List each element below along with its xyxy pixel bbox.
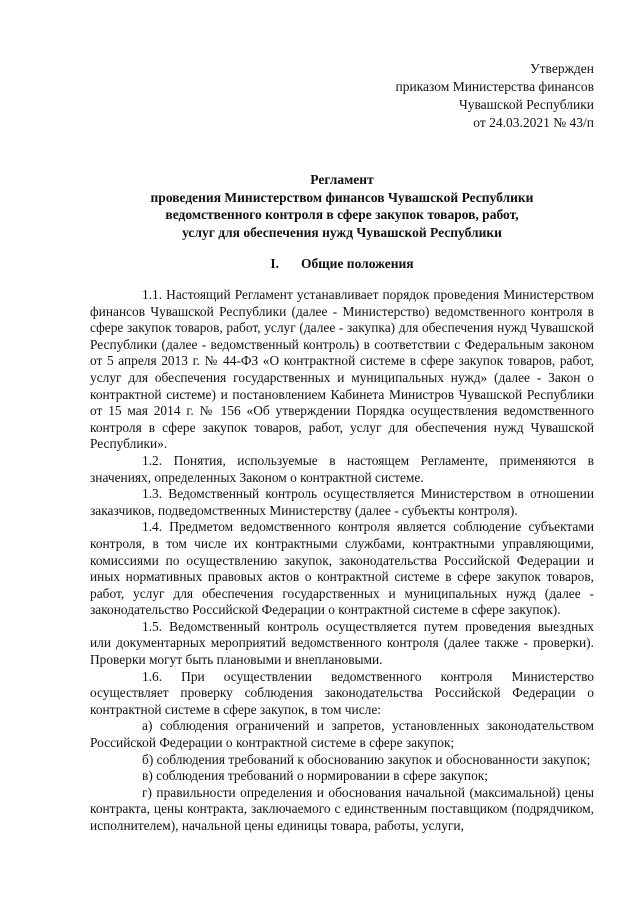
paragraph: 1.3. Ведомственный контроль осуществляется Министерством в отношении заказчиков, подведомственных Министерству (далее - субъекты контроля). — [90, 486, 594, 518]
approval-line: Утвержден — [530, 61, 594, 76]
section-title: Общие положения — [301, 256, 414, 271]
approval-line: приказом Министерства финансов — [395, 79, 594, 94]
paragraph: б) соблюдения требований к обоснованию закупок и обоснованности закупок; — [142, 751, 591, 767]
document-page — [90, 60, 594, 835]
paragraph: в) соблюдения требований о нормировании в сфере закупок; — [142, 768, 489, 784]
paragraph: а) соблюдения ограничений и запретов, установленных законодательством Российской Федерации о контрактной системе в сфере закупок; — [90, 718, 594, 751]
approval-date-line: от 24.03.2021 № 43/п — [473, 115, 594, 130]
title-line: Регламент — [310, 172, 374, 187]
title-line: услуг для обеспечения нужд Чувашской Республики — [182, 224, 502, 240]
paragraph: 1.4. Предметом ведомственного контроля является соблюдение субъектами контроля, в том числе их контрактными службами, контрактными управляющими, комиссиями по осуществлению закупок, законодательства Российской Федерации и иных нормативных правовых актов о контрактной системе в сфере закупок товаров, работ, услуг для обеспечения государственных и муниципальных нужд (далее - законодательство Российской Федерации о контрактной системе в сфере закупок). — [90, 519, 594, 618]
section-heading — [90, 255, 594, 273]
paragraph: 1.5. Ведомственный контроль осуществляется путем проведения выездных или документарных мероприятий ведомственного контроля (далее также - проверки). Проверки могут быть плановыми и внеплановыми. — [90, 618, 594, 668]
section-number: I. — [270, 256, 280, 271]
paragraph: г) правильности определения и обоснования начальной (максимальной) цены контракта, цены контракта, заключаемого с единственным поставщиком (подрядчиком, исполнителем), начальной цены единицы товара, работы, услуги, — [90, 784, 594, 833]
document-title — [90, 171, 594, 241]
title-line: ведомственного контроля в сфере закупок товаров, работ, — [165, 207, 519, 222]
approval-block — [90, 60, 594, 132]
paragraph: 1.2. Понятия, используемые в настоящем Регламенте, применяются в значениях, определенных Законом о контрактной системе. — [90, 452, 594, 485]
paragraph: 1.1. Настоящий Регламент устанавливает порядок проведения Министерством финансов Чувашской Республики (далее - Министерство) ведомственного контроля в сфере закупок товаров, работ, услуг (далее - закупка) для обеспечения нужд Чувашской Республики (далее - ведомственный контроль) в соответствии с Федеральным законом от 5 апреля 2013 г. № 44-ФЗ «О контрактной системе в сфере закупок товаров, работ, услуг для обеспечения государственных и муниципальных нужд» (далее - Закон о контрактной системе) и постановлением Кабинета Министров Чувашской Республики от 15 мая 2014 г. № 156 «Об утверждении Порядка осуществления ведомственного контроля в сфере закупок товаров, работ, услуг для обеспечения нужд Чувашской Республики». — [90, 287, 594, 452]
body-text — [90, 287, 594, 835]
title-line: проведения Министерством финансов Чувашской Республики — [150, 189, 534, 205]
paragraph: 1.6. При осуществлении ведомственного контроля Министерство осуществляет проверку соблюдения законодательства Российской Федерации о контрактной системе в сфере закупок, в том числе: — [90, 668, 594, 717]
approval-line: Чувашской Республики — [458, 97, 594, 112]
